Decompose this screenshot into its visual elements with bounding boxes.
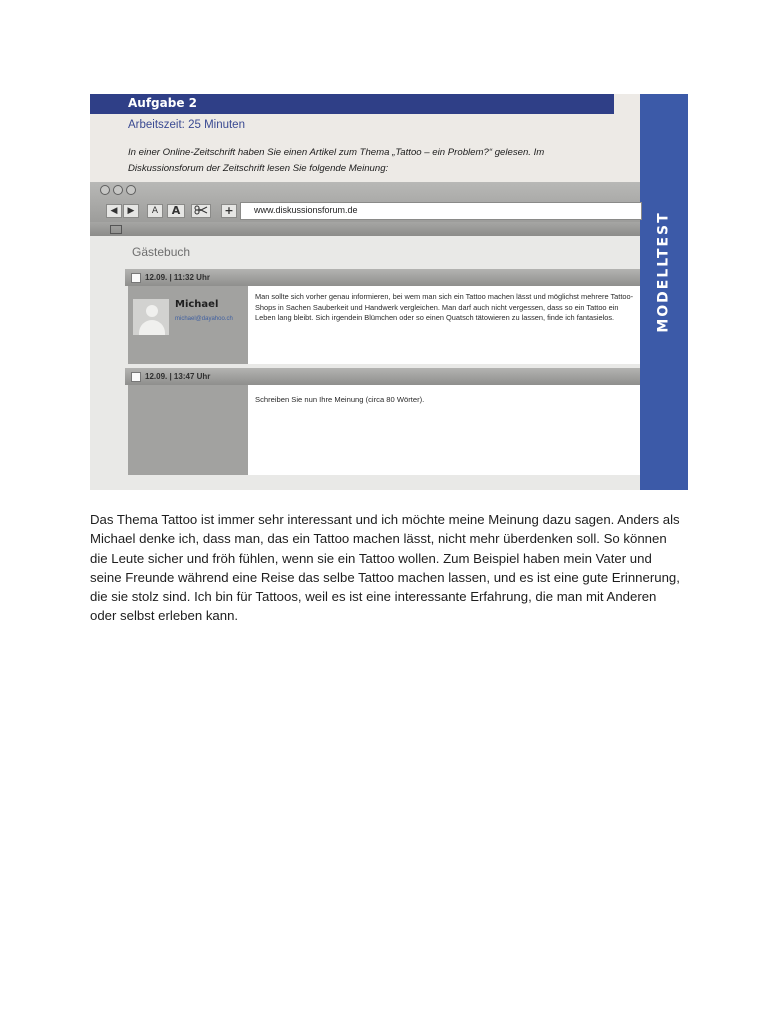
tab-strip: [90, 222, 640, 236]
window-close-icon[interactable]: [100, 185, 110, 195]
essay-text: Das Thema Tattoo ist immer sehr interessant und ich möchte meine Meinung dazu sagen. Anders als Michael denke ich, dass man, das ein Tattoo machen lässt, nicht mehr überdenken soll. So können die Leute sicher und fröh fühlen, wenn sie ein Tattoo wollen. Zum Beispiel haben mein Vater und seine Freunde während eine Reise das selbe Tattoo machen lassen, und es ist eine gute Erinnerung, die sie stolz sind. Ich bin für Tattoos, weil es ist eine interessante Erfahrung, die man mit Anderen oder selbst erleben kann.: [90, 512, 680, 624]
post-date: 12.09. | 11:32 Uhr: [145, 273, 210, 282]
back-button[interactable]: ◀: [106, 204, 122, 218]
add-button[interactable]: +: [221, 204, 237, 218]
window-zoom-icon[interactable]: [126, 185, 136, 195]
author-email-link[interactable]: michael@dayahoo.ch: [175, 316, 233, 322]
avatar-head: [146, 305, 158, 317]
reply-checkbox[interactable]: [131, 372, 141, 382]
avatar: [133, 299, 169, 335]
author-name: Michael: [175, 299, 219, 310]
window-minimize-icon[interactable]: [113, 185, 123, 195]
reply-prompt: Schreiben Sie nun Ihre Meinung (circa 80 Wörter).: [255, 395, 425, 404]
font-large-button[interactable]: A: [167, 204, 185, 218]
post-text: Man sollte sich vorher genau informieren, bei wem man sich ein Tattoo machen lässt und möglichst mehrere Tattoo-Shops in Sachen Sauberkeit und Handwerk vergleichen. Man darf auch nicht vergessen, dass so ein Tattoo ein Leben lang bleibt. Sich irgendein Blümchen oder so einen Quatsch tätowieren zu lassen, finde ich fantasielos.: [255, 292, 634, 322]
reply-date: 12.09. | 13:47 Uhr: [145, 372, 211, 381]
side-label-text: MODELLTEST: [656, 211, 673, 333]
scissors-icon: [194, 205, 208, 215]
essay-answer: [90, 510, 682, 626]
task-title: Aufgabe 2: [128, 96, 197, 110]
reply-author-column: [128, 385, 248, 475]
post-checkbox[interactable]: [131, 273, 141, 283]
book-icon[interactable]: [110, 225, 122, 234]
task-instruction: In einer Online-Zeitschrift haben Sie einen Artikel zum Thema „Tattoo – ein Problem?“ gelesen. Im Diskussionsforum der Zeitschrift lesen Sie folgende Meinung:: [128, 147, 545, 174]
url-text: www.diskussionsforum.de: [254, 205, 358, 215]
time-info: Arbeitszeit: 25 Minuten: [128, 119, 245, 131]
scanned-exam-page: [90, 94, 688, 490]
guestbook-title: Gästebuch: [132, 245, 191, 259]
avatar-body: [139, 320, 165, 335]
forward-button[interactable]: ▶: [123, 204, 139, 218]
side-label: [640, 192, 688, 352]
font-small-button[interactable]: A: [147, 204, 163, 218]
scissors-button[interactable]: [191, 204, 211, 218]
